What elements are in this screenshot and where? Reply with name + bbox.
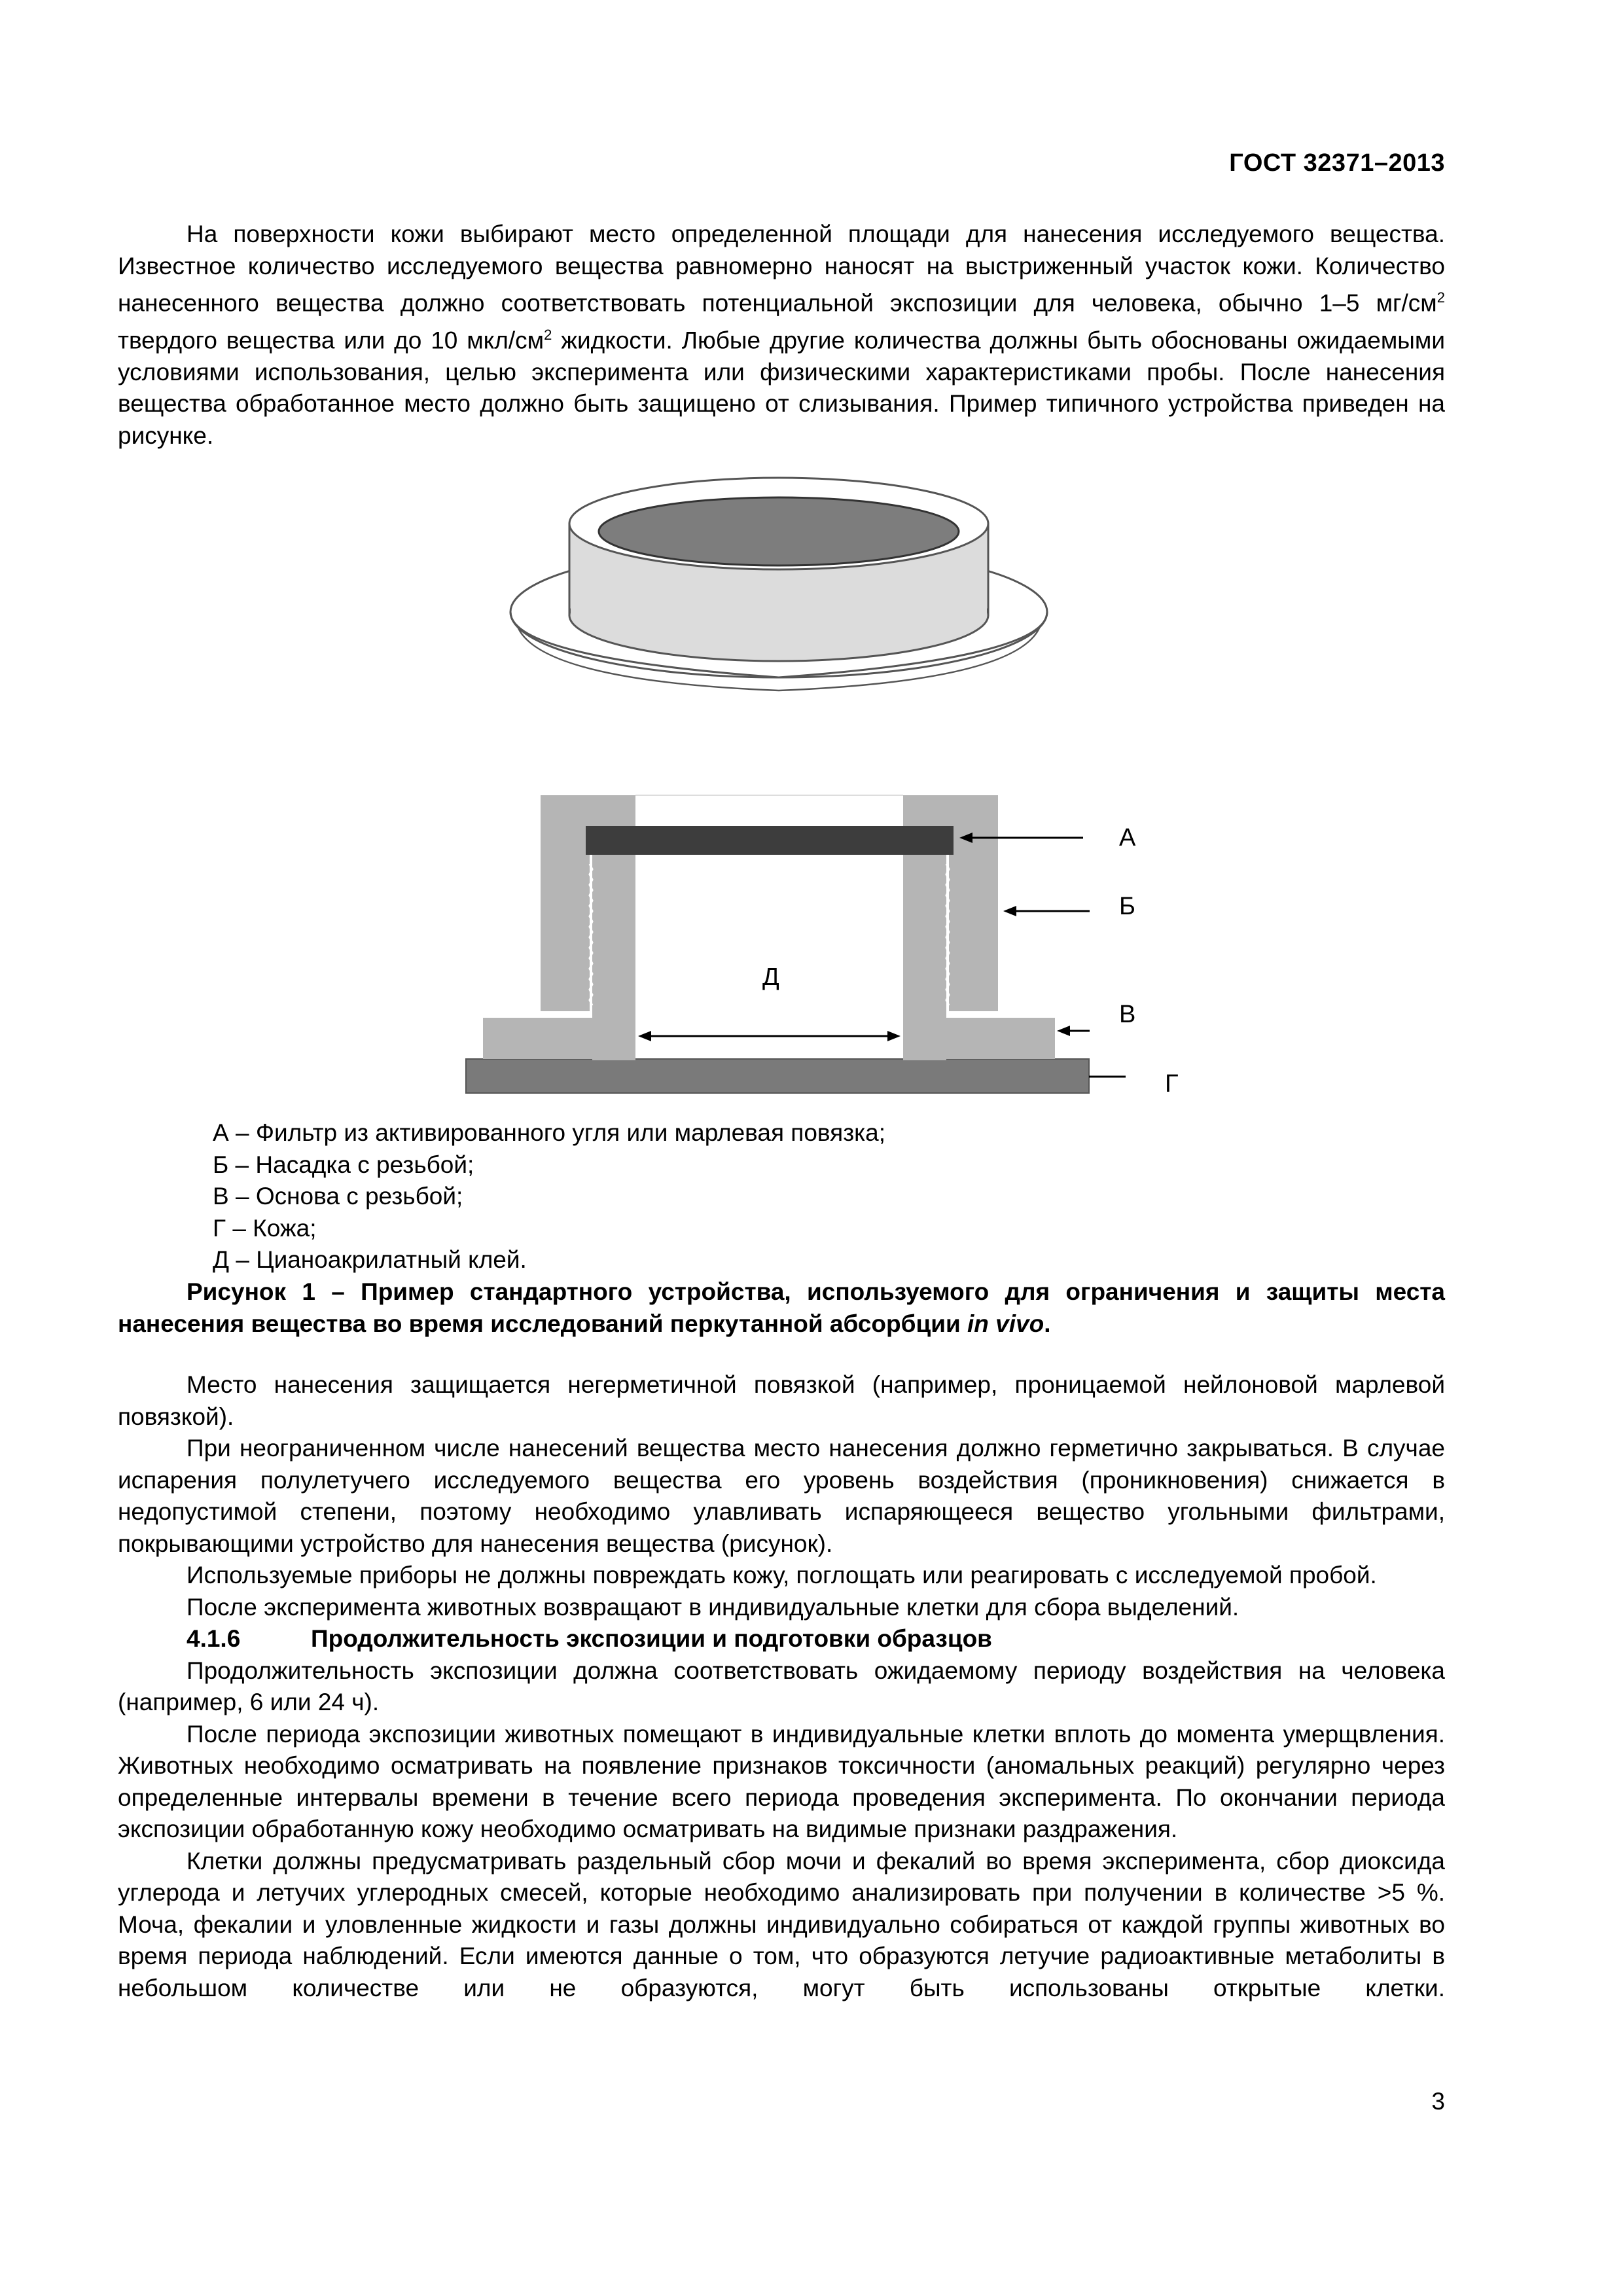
legend-item-b: Б – Насадка с резьбой; (213, 1151, 474, 1178)
body-paragraph-3: Используемые приборы не должны повреждать кожу, поглощать или реагировать с исследуемой пробой. (187, 1562, 1377, 1588)
section-title: Продолжительность экспозиции и подготовки образцов (311, 1625, 992, 1652)
thread-right (946, 864, 949, 1005)
skin-layer (466, 1059, 1089, 1093)
intro-paragraph (118, 219, 1445, 452)
superscript-2: 2 (544, 326, 552, 343)
section-heading (118, 1623, 1445, 1655)
caption-text: Рисунок 1 – Пример стандартного устройства, используемого для ограничения и защиты места нанесения вещества во время исследований перкутанной абсорбции (118, 1278, 1445, 1337)
legend-item-d: Д – Цианоакрилатный клей. (213, 1246, 527, 1273)
intro-text-1: На поверхности кожи выбирают место определенной площади для нанесения исследуемого вещества. Известное количество исследуемого вещества равномерно наносят на выстриженный участок кожи. Количество нанесенного вещества должно соответствовать потенциальной экспозиции для человека, обычно 1–5 мг/см (118, 221, 1445, 317)
filter-layer (586, 826, 954, 855)
document-header: ГОСТ 32371–2013 (1229, 149, 1445, 177)
thread-left (590, 864, 592, 1005)
label-b: Б (1119, 893, 1135, 920)
superscript-1: 2 (1436, 289, 1445, 306)
label-d: Д (762, 963, 779, 991)
base-wall-right (903, 854, 946, 1060)
caption-italic: in vivo (967, 1310, 1044, 1337)
base-flange-right (903, 1018, 1055, 1059)
page-number: 3 (1431, 2088, 1445, 2115)
ring-wall (569, 524, 988, 615)
main-body (118, 1369, 1445, 2004)
cap-wall-left (541, 795, 590, 1011)
section-number: 4.1.6 (187, 1625, 241, 1652)
body-paragraph-1: Место нанесения защищается негерметичной повязкой (например, проницаемой нейлоновой марлевой повязкой). (118, 1371, 1445, 1430)
filter-disc (599, 497, 959, 565)
device-3d-illustration (510, 478, 1047, 691)
caption-end: . (1044, 1310, 1051, 1337)
label-a: А (1119, 824, 1136, 852)
body-paragraph-2: При неограниченном числе нанесений вещества место нанесения должно герметично закрываться. В случае испарения полулетучего исследуемого вещества его уровень воздействия (проникновения) снижается в недопустимой степени, поэтому необходимо улавливать испаряющееся вещество угольными фильтрами, покрывающими устройство для нанесения вещества (рисунок). (118, 1435, 1445, 1557)
base-wall-left (592, 854, 635, 1060)
device-cross-section (466, 795, 1126, 1093)
legend-item-g: Г – Кожа; (213, 1214, 317, 1242)
ring-top (569, 478, 988, 569)
body-paragraph-5: Продолжительность экспозиции должна соответствовать ожидаемому периоду воздействия на человека (например, 6 или 24 ч). (118, 1657, 1445, 1715)
legend-item-a: А – Фильтр из активированного угля или марлевая повязка; (213, 1119, 886, 1146)
label-v: В (1119, 1001, 1136, 1028)
cap-wall-right (949, 795, 998, 1011)
intro-text-3: жидкости. Любые другие количества должны быть обоснованы ожидаемыми условиями использования, целью эксперимента или физическими характеристиками пробы. После нанесения вещества обработанное место должно быть защищено от слизывания. Пример типичного устройства приведен на рисунке. (118, 327, 1445, 449)
legend-item-v: В – Основа с резьбой; (213, 1183, 463, 1210)
figure-caption (118, 1276, 1445, 1340)
body-paragraph-6: После периода экспозиции животных помещают в индивидуальные клетки вплоть до момента умерщвления. Животных необходимо осматривать на появление признаков токсичности (аномальных реакций) регулярно через определенные интервалы времени в течение всего периода проведения эксперимента. По окончании периода экспозиции обработанную кожу необходимо осматривать на видимые признаки раздражения. (118, 1720, 1445, 1842)
figure-legend (213, 1117, 885, 1276)
base-flange-left (483, 1018, 635, 1059)
base-plate (510, 547, 1047, 677)
body-paragraph-4: После эксперимента животных возвращают в индивидуальные клетки для сбора выделений. (187, 1593, 1240, 1621)
intro-text-2: твердого вещества или до 10 мкл/см (118, 327, 544, 354)
label-g: Г (1165, 1070, 1179, 1098)
body-paragraph-7: Клетки должны предусматривать раздельный сбор мочи и фекалий во время эксперимента, сбор диоксида углерода и летучих углеродных смесей, которые необходимо анализировать при получении в количестве >5 %. Моча, фекалии и уловленные жидкости и газы должны индивидуально собираться от каждой группы животных во время периода наблюдений. Если имеются данные о том, что образуются летучие радиоактивные метаболиты в небольшом количестве или не образуются, могут быть использованы открытые клетки. (118, 1847, 1445, 2001)
